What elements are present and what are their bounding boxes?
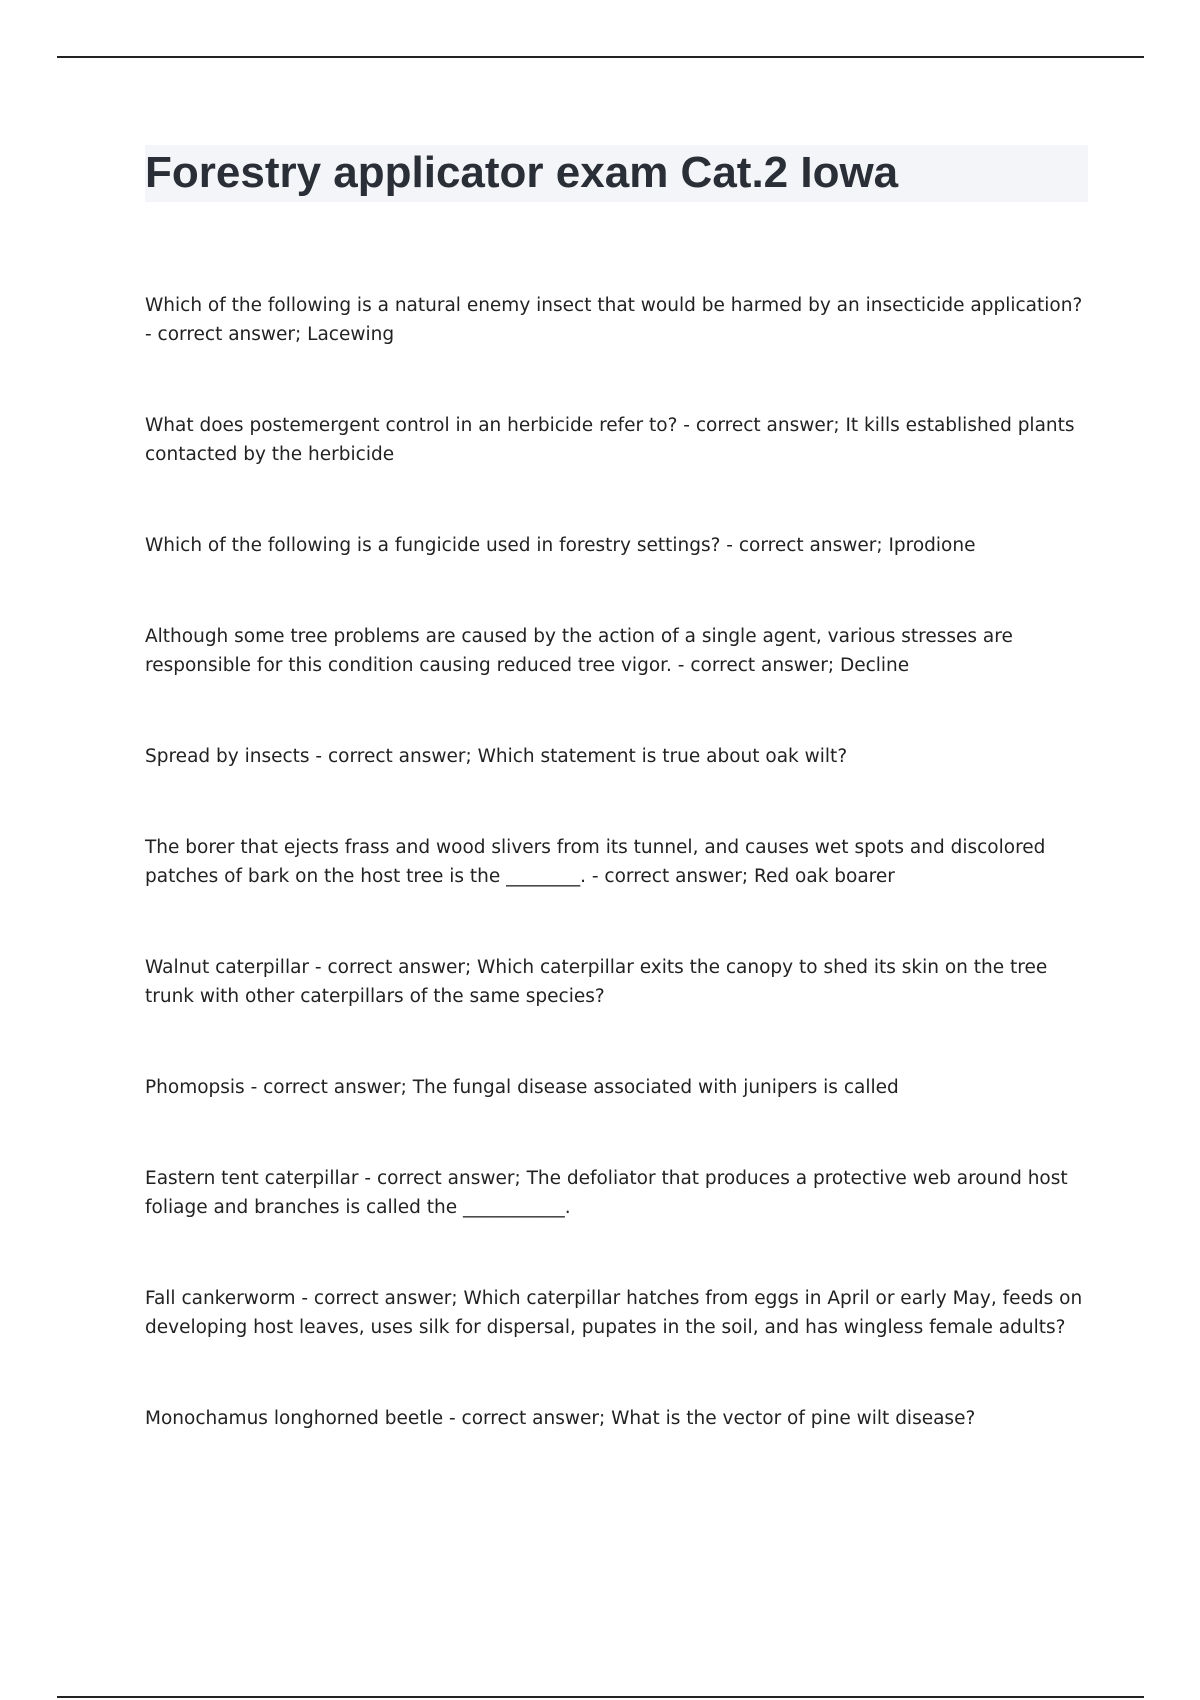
qa-item-6: The borer that ejects frass and wood slivers from its tunnel, and causes wet spots and discolored patches of bark on the host tree is the ________. - correct answer; Red oak boarer	[145, 837, 1046, 887]
qa-item-10: Fall cankerworm - correct answer; Which caterpillar hatches from eggs in April or early May, feeds on developing host leaves, uses silk for dispersal, pupates in the soil, and has wingless female adults?	[145, 1288, 1083, 1338]
qa-item-11: Monochamus longhorned beetle - correct answer; What is the vector of pine wilt disease?	[145, 1408, 976, 1429]
qa-item-5: Spread by insects - correct answer; Which statement is true about oak wilt?	[145, 746, 848, 767]
qa-item-4: Although some tree problems are caused by the action of a single agent, various stresses are responsible for this condition causing reduced tree vigor. - correct answer; Decline	[145, 626, 1013, 676]
qa-item-9: Eastern tent caterpillar - correct answer; The defoliator that produces a protective web around host foliage and branches is called the ___________.	[145, 1168, 1068, 1218]
header-rule	[57, 56, 1144, 58]
document-title: Forestry applicator exam Cat.2 Iowa	[145, 148, 899, 197]
qa-item-8: Phomopsis - correct answer; The fungal disease associated with junipers is called	[145, 1077, 899, 1098]
footer-rule	[57, 1696, 1144, 1698]
qa-item-2: What does postemergent control in an herbicide refer to? - correct answer; It kills established plants contacted by the herbicide	[145, 415, 1075, 465]
qa-item-1: Which of the following is a natural enemy insect that would be harmed by an insecticide application? - correct answer; Lacewing	[145, 295, 1083, 345]
qa-item-7: Walnut caterpillar - correct answer; Which caterpillar exits the canopy to shed its skin on the tree trunk with other caterpillars of the same species?	[145, 957, 1048, 1007]
qa-item-3: Which of the following is a fungicide used in forestry settings? - correct answer; Iprodione	[145, 535, 976, 556]
